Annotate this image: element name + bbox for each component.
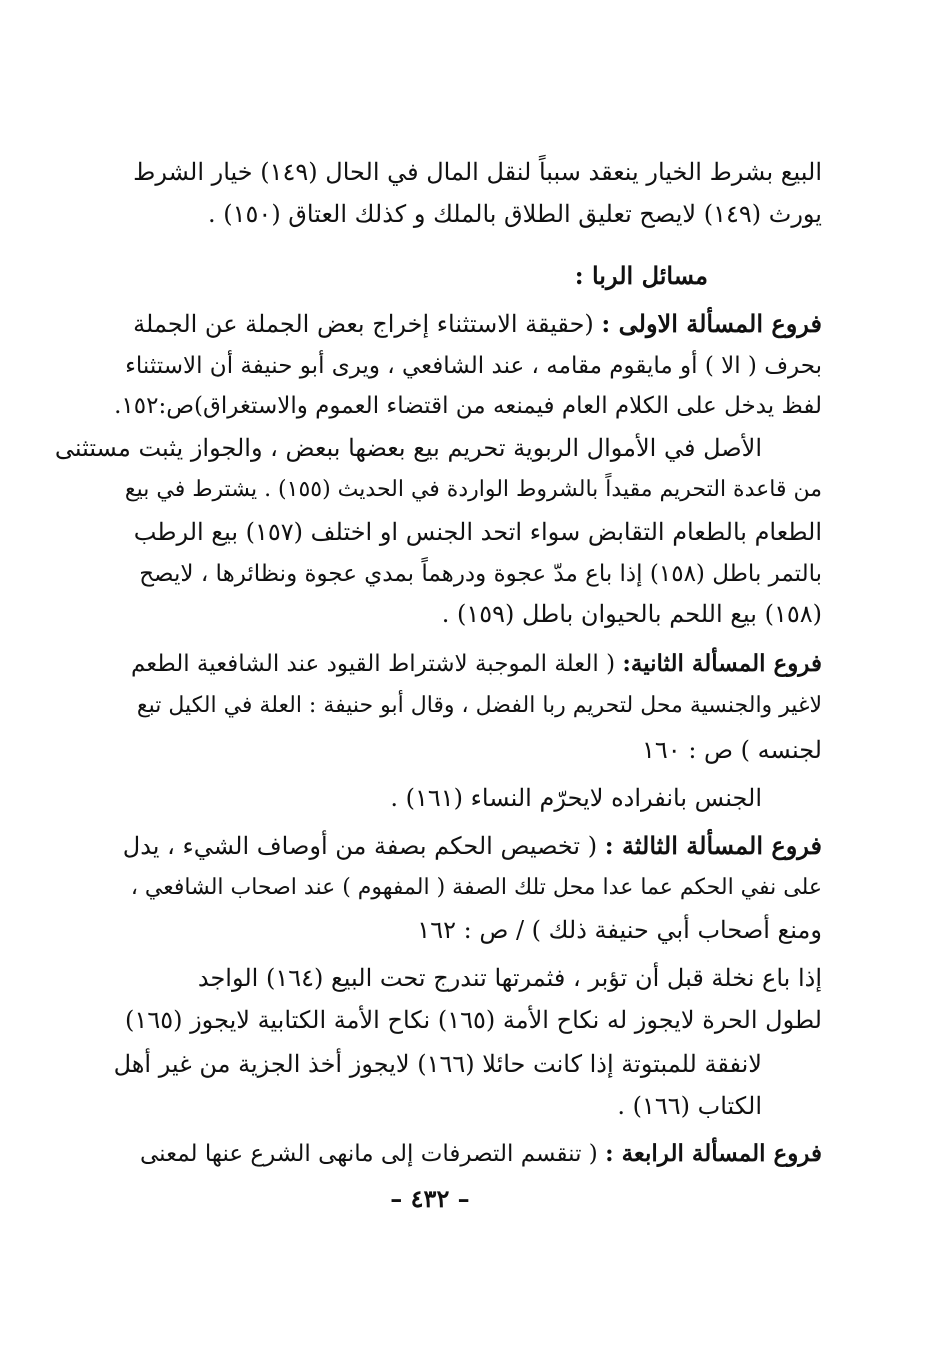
text-line: الجنس بانفراده لايحرّم النساء (١٦١) . <box>390 784 762 812</box>
text-line: الكتاب (١٦٦) . <box>617 1092 762 1120</box>
text-line: لطول الحرة لايجوز له نكاح الأمة (١٦٥) نكاح الأمة الكتابية لايجوز (١٦٥) <box>125 1006 822 1034</box>
text-line: على نفي الحكم عما عدا محل تلك الصفة ( المفهوم ) عند اصحاب الشافعي ، <box>130 875 822 900</box>
text-line: البيع بشرط الخيار ينعقد سبباً لنقل المال في الحال (١٤٩) خيار الشرط <box>133 158 822 186</box>
text-fragment: (حقيقة الاستثناء إخراج بعض الجملة عن الجملة <box>133 310 594 338</box>
text-line: لانفقة للمبتوتة إذا كانت حائلا (١٦٦) لايجوز أخذ الجزية من غير أهل <box>113 1050 762 1078</box>
subsection-heading: فروع المسألة الرابعة : <box>605 1140 822 1167</box>
text-line: الطعام بالطعام التقابض سواء اتحد الجنس او اختلف (١٥٧) بيع الرطب <box>133 518 822 546</box>
text-line: الأصل في الأموال الربوية تحريم بيع بعضها ببعض ، والجواز يثبت مستثنى <box>54 434 762 462</box>
text-line: بحرف ( الا ) أو مايقوم مقامه ، عند الشافعي ، ويرى أبو حنيفة أن الاستثناء <box>125 353 822 379</box>
text-fragment: ( تنقسم التصرفات إلى مانهى الشرع عنها لمعنى <box>140 1141 598 1167</box>
text-fragment: ( العلة الموجبة لاشتراط القيود عند الشافعية الطعم <box>130 651 616 677</box>
text-fragment: ( تخصيص الحكم بصفة من أوصاف الشيء ، يدل <box>122 832 598 860</box>
text-line <box>140 1138 822 1170</box>
text-line <box>123 830 822 862</box>
text-line: من قاعدة التحريم مقيداً بالشروط الواردة في الحديث (١٥٥) . يشترط في بيع <box>124 477 822 502</box>
subsection-heading: فروع المسألة الثالثة : <box>604 831 822 860</box>
text-line: لجنسه ) ص : ١٦٠ <box>642 736 822 764</box>
text-line: (١٥٨) بيع اللحم بالحيوان باطل (١٥٩) . <box>441 600 822 628</box>
text-line: بالتمر باطل (١٥٨) إذا باع مدّ عجوة ودرهماً بمدي عجوة ونظائرها ، لايصح <box>139 561 822 587</box>
text-line: لاغير والجنسية محل لتحريم ربا الفضل ، وقال أبو حنيفة : العلة في الكيل تبع <box>136 693 822 718</box>
text-line <box>133 308 822 340</box>
text-line: يورث (١٤٩) لايصح تعليق الطلاق بالملك و كذلك العتاق (١٥٠) . <box>208 200 822 228</box>
text-line: ومنع أصحاب أبي حنيفة ذلك ) / ص : ١٦٢ <box>417 916 822 944</box>
subsection-heading: فروع المسألة الثانية: <box>622 650 822 677</box>
text-line: لفظ يدخل على الكلام العام فيمنعه من اقتضاء العموم والاستغراق)ص:١٥٢. <box>114 393 822 419</box>
text-line: إذا باع نخلة قبل أن تؤبر ، فثمرتها تندرج تحت البيع (١٦٤) الواجد <box>197 964 822 992</box>
section-heading: مسائل الربا : <box>574 261 708 290</box>
subsection-heading: فروع المسألة الاولى : <box>601 309 822 338</box>
page-number: – ٤٣٢ – <box>390 1184 470 1213</box>
text-line <box>131 648 822 680</box>
